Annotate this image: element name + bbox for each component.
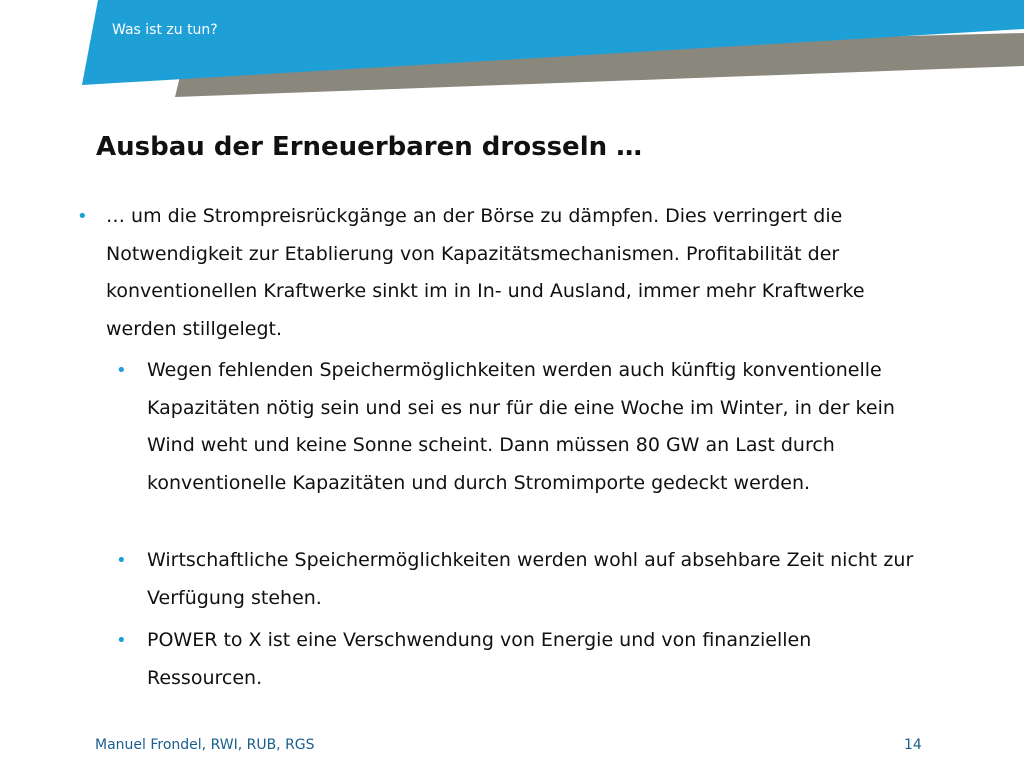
bullet-text: … um die Strompreisrückgänge an der Börse zu dämpfen. Dies verringert die Notwendigkeit zur Etablierung von Kapazitätsmechanismen. Profitabilität der konventionellen Kraftwerke sinkt im in In- und Ausland, immer mehr Kraftwerke werden stillgelegt. <box>106 205 865 340</box>
sub-bullet-text: POWER to X ist eine Verschwendung von Energie und von finanziellen Ressourcen. <box>147 629 812 689</box>
header-banner <box>0 0 1024 110</box>
slide-title: Ausbau der Erneuerbaren drosseln … <box>96 132 643 162</box>
sub-bullet-text: Wirtschaftliche Speichermöglichkeiten werden wohl auf absehbare Zeit nicht zur Verfügung stehen. <box>147 549 914 609</box>
sub-bullet-item <box>116 352 932 502</box>
sub-bullet-marker: • <box>116 630 127 651</box>
sub-bullet-marker: • <box>116 550 127 571</box>
bullet-item <box>77 198 926 348</box>
page-number: 14 <box>904 737 922 753</box>
section-label: Was ist zu tun? <box>112 22 218 38</box>
sub-bullet-marker: • <box>116 360 127 381</box>
footer-author: Manuel Frondel, RWI, RUB, RGS <box>95 737 315 753</box>
bullet-marker: • <box>77 206 88 227</box>
sub-bullet-item <box>116 542 932 617</box>
sub-bullet-item <box>116 622 932 697</box>
sub-bullet-text: Wegen fehlenden Speichermöglichkeiten werden auch künftig konventionelle Kapazitäten nötig sein und sei es nur für die eine Woche im Winter, in der kein Wind weht und keine Sonne scheint. Dann müssen 80 GW an Last durch konventionelle Kapazitäten und durch Stromimporte gedeckt werden. <box>147 359 895 494</box>
